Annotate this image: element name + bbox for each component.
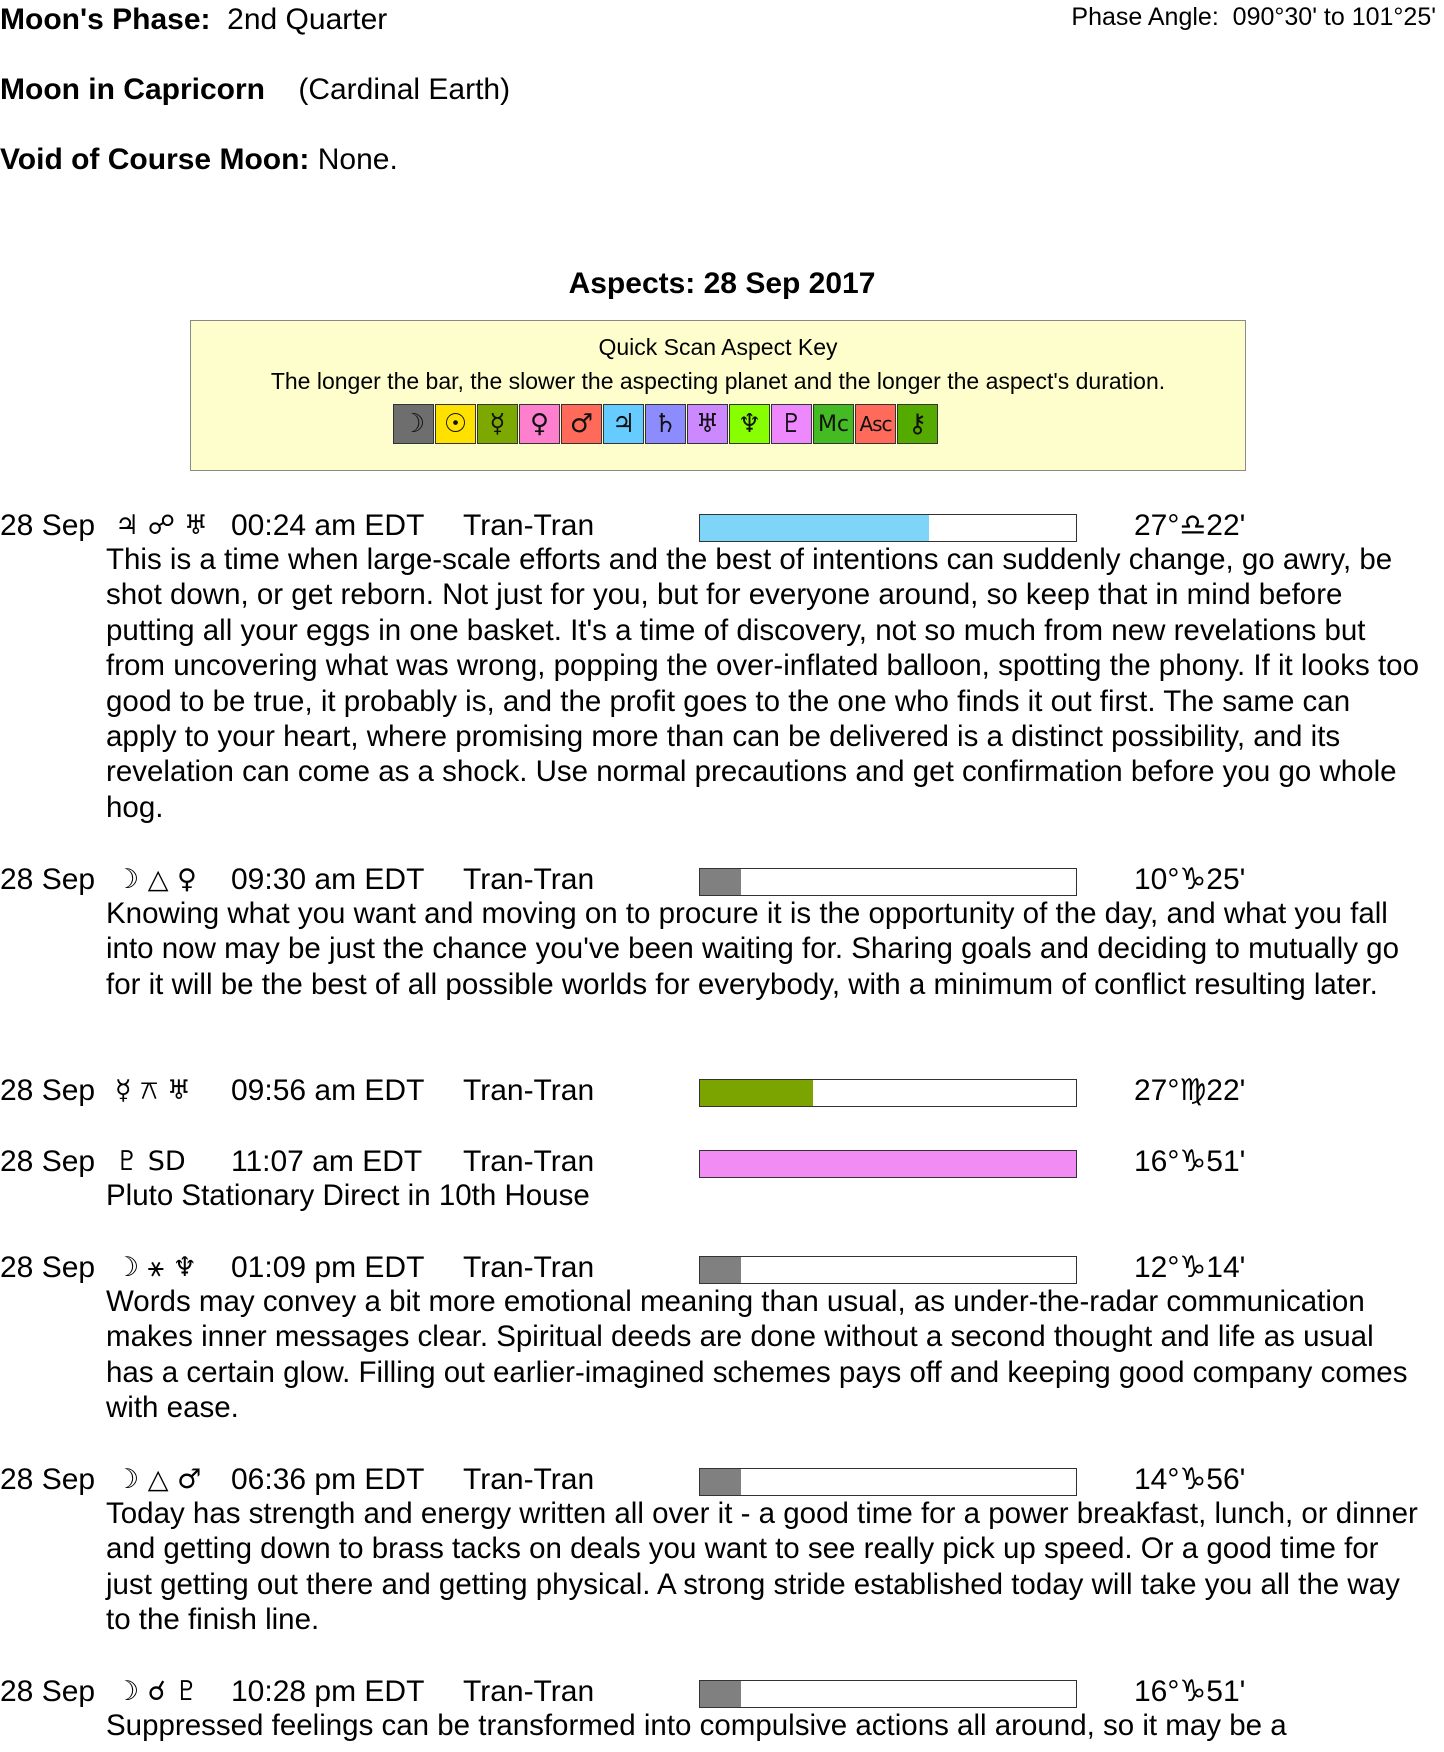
aspect-key-title: Quick Scan Aspect Key [598,334,838,360]
aspect-position: 27°♍22' [1134,1074,1246,1107]
aspect-time: 06:36 pm EDT [231,1463,425,1496]
aspect-glyphs: ☿ ⚻ ♅ [115,1075,191,1106]
aspect-date: 28 Sep [0,1074,96,1107]
aspect-position: 16°♑51' [1134,1145,1246,1178]
pluto-icon: ♇ [771,404,812,444]
aspect-position: 27°♎22' [1134,509,1246,542]
aspect-time: 10:28 pm EDT [231,1675,425,1708]
void-label: Void of Course Moon: [0,143,310,176]
moon-phase-value: 2nd Quarter [227,3,388,36]
aspect-date: 28 Sep [0,1675,96,1708]
aspect-key-box [190,320,1246,471]
aspect-time: 01:09 pm EDT [231,1251,425,1284]
moon-icon: ☽ [393,404,434,444]
aspect-glyphs: ☽ ☌ ♇ [115,1676,199,1707]
aspect-glyphs: ♃ ☍ ♅ [115,510,208,541]
aspect-position: 16°♑51' [1134,1675,1246,1708]
aspect-date: 28 Sep [0,1145,96,1178]
void-of-course [0,142,398,178]
aspects-title: Aspects: 28 Sep 2017 [568,267,876,300]
aspect-description: Knowing what you want and moving on to procure it is the opportunity of the day, and what you fall into now may be just the chance you've been waiting for. Sharing goals and deciding to mutually go for it will be the best of all possible worlds for everybody, with a minimum of conflict resulting later. [106,897,1399,1001]
moon-sign-quality: (Cardinal Earth) [298,73,511,106]
aspect-duration-fill [700,1681,741,1707]
aspect-duration-bar [699,1256,1077,1284]
aspect-type: Tran-Tran [463,1251,595,1284]
aspect-description: Today has strength and energy written all over it - a good time for a power breakfast, lunch, or dinner and getting down to brass tacks on deals you want to see really pick up speed. Or a good time for just getting out there and getting physical. A strong stride established today will take you all the way to the finish line. [106,1497,1418,1637]
aspect-duration-bar [699,1468,1077,1496]
aspect-duration-bar [699,1680,1077,1708]
aspect-description: Pluto Stationary Direct in 10th House [106,1179,590,1212]
aspect-date: 28 Sep [0,509,96,542]
aspect-type: Tran-Tran [463,1463,595,1496]
sun-icon: ☉ [435,404,476,444]
aspect-position: 10°♑25' [1134,863,1246,896]
aspect-time: 00:24 am EDT [231,509,425,542]
aspect-duration-fill [700,1080,813,1106]
aspect-glyphs: ☽ △ ♀ [115,864,197,895]
aspect-date: 28 Sep [0,863,96,896]
moon-sign-label: Moon in Capricorn [0,73,265,106]
aspect-duration-bar [699,1150,1077,1178]
phase-angle-value: 090°30' to 101°25' [1232,3,1436,31]
aspect-time: 09:30 am EDT [231,863,425,896]
aspect-glyphs: ♇ SD [115,1146,186,1177]
aspect-glyphs: ☽ ⚹ ♆ [115,1252,197,1283]
aspect-description: Suppressed feelings can be transformed into compulsive actions all around, so it may be a [106,1709,1287,1742]
aspect-type: Tran-Tran [463,863,595,896]
phase-angle-label: Phase Angle: [1071,3,1219,31]
moon-phase-label: Moon's Phase: [0,3,211,36]
void-value: None. [317,143,398,176]
chiron-icon: ⚷ [897,404,938,444]
aspect-date: 28 Sep [0,1463,96,1496]
aspect-duration-bar [699,1079,1077,1107]
saturn-icon: ♄ [645,404,686,444]
aspect-key-description: The longer the bar, the slower the aspecting planet and the longer the aspect's duration. [270,368,1166,394]
ascendant-icon: Asc [855,404,896,444]
aspect-key-legend [393,404,939,444]
phase-angle [1071,2,1436,32]
aspect-duration-bar [699,868,1077,896]
aspect-type: Tran-Tran [463,1145,595,1178]
aspect-duration-fill [700,515,929,541]
midheaven-icon: Mc [813,404,854,444]
moon-phase [0,2,387,38]
moon-sign [0,72,510,108]
aspect-duration-fill [700,1151,1076,1177]
aspect-description: This is a time when large-scale efforts and the best of intentions can suddenly change, go awry, be shot down, or get reborn. Not just for you, but for everyone around, so keep that in mind before putting all your eggs in one basket. It's a time of discovery, not so much from new revelations but from uncovering what was wrong, popping the over-inflated balloon, spotting the phony. If it looks too good to be true, it probably is, and the profit goes to the one who finds it out first. The same can apply to your heart, where promising more than can be delivered is a distinct possibility, and its revelation can come as a shock. Use normal precautions and get confirmation before you go whole hog. [106,543,1419,824]
aspect-type: Tran-Tran [463,1675,595,1708]
aspect-position: 14°♑56' [1134,1463,1246,1496]
neptune-icon: ♆ [729,404,770,444]
jupiter-icon: ♃ [603,404,644,444]
aspect-duration-fill [700,1469,741,1495]
aspect-type: Tran-Tran [463,1074,595,1107]
aspect-type: Tran-Tran [463,509,595,542]
mercury-icon: ☿ [477,404,518,444]
aspect-duration-fill [700,869,741,895]
aspect-position: 12°♑14' [1134,1251,1246,1284]
aspect-duration-bar [699,514,1077,542]
aspect-description: Words may convey a bit more emotional meaning than usual, as under-the-radar communication makes inner messages clear. Spiritual deeds are done without a second thought and life as usual has a certain glow. Filling out earlier-imagined schemes pays off and keeping good company comes with ease. [106,1285,1408,1425]
aspect-time: 09:56 am EDT [231,1074,425,1107]
venus-icon: ♀ [519,404,560,444]
uranus-icon: ♅ [687,404,728,444]
aspect-time: 11:07 am EDT [231,1145,423,1178]
aspect-duration-fill [700,1257,741,1283]
aspect-date: 28 Sep [0,1251,96,1284]
mars-icon: ♂ [561,404,602,444]
aspect-glyphs: ☽ △ ♂ [115,1464,202,1495]
